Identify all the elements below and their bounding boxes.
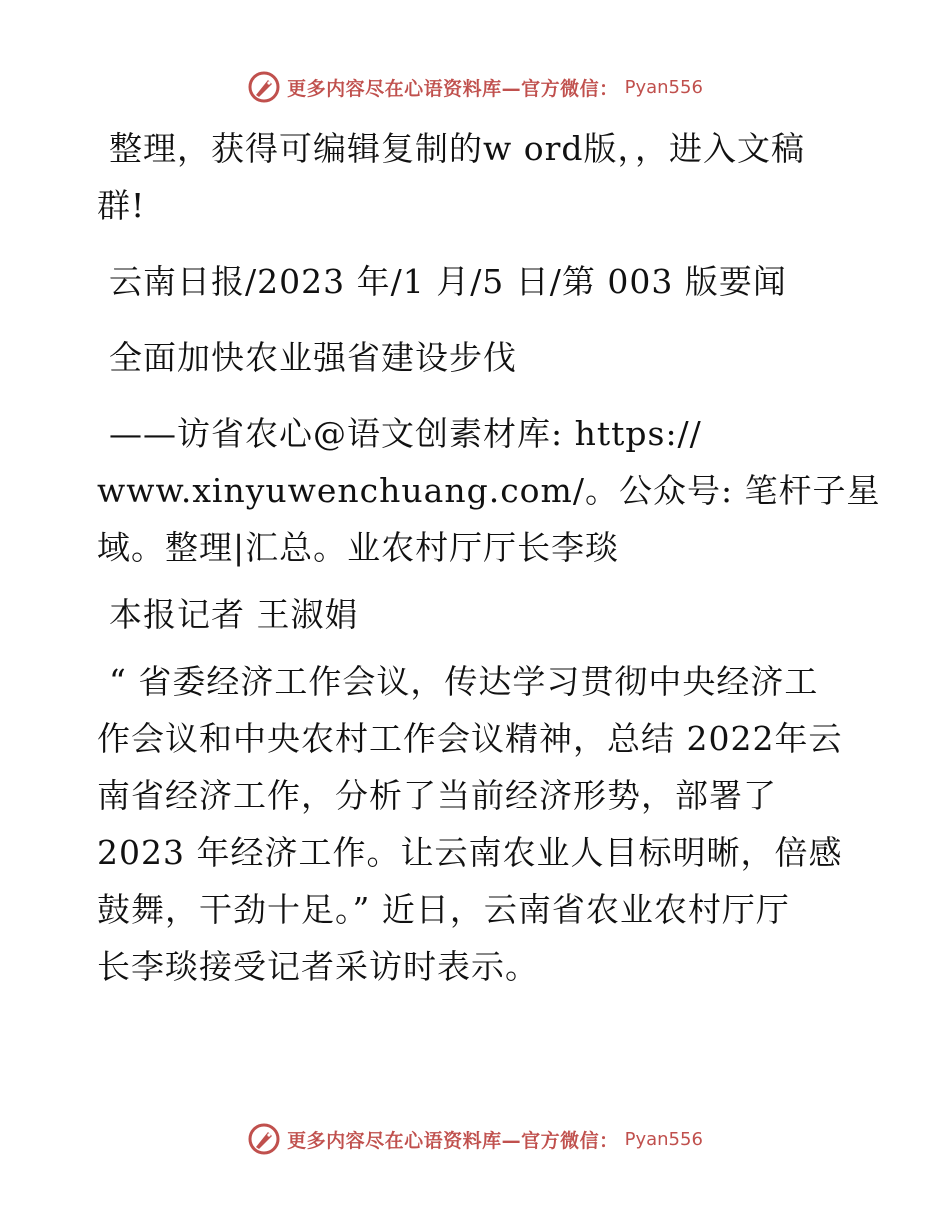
paragraph-line-1: “ 省委经济工作会议，传达学习贯彻中央经济工 — [109, 662, 819, 701]
paragraph-line-6: 长李琰接受记者采访时表示。 — [97, 947, 539, 986]
banner-wechat-id: Pyan556 — [624, 76, 703, 98]
pen-nib-logo-icon — [247, 1122, 281, 1156]
paragraph-line-2: 作会议和中央农村工作会议精神，总结 2022年云 — [97, 719, 843, 758]
paragraph-line-3: 南省经济工作，分析了当前经济形势，部署了 — [97, 776, 777, 815]
intro-line-1: 整理，获得可编辑复制的w ord版，，进入文稿 — [109, 129, 806, 168]
source-line: 云南日报/2023 年/1 月/5 日/第 003 版要闻 — [109, 262, 787, 301]
document-body — [97, 120, 881, 995]
paragraph-line-5: 鼓舞，干劲十足。” 近日，云南省农业农村厅厅 — [97, 890, 790, 929]
byline: 本报记者 王淑娟 — [109, 595, 359, 634]
article-title: 全面加快农业强省建设步伐 — [109, 338, 517, 377]
header-banner — [0, 70, 950, 104]
footer-banner — [0, 1122, 950, 1156]
banner-text: 更多内容尽在心语资料库—官方微信： — [287, 1129, 619, 1152]
intro-line-2: 群! — [97, 186, 146, 225]
subtitle-line-1: ——访省农心@语文创素材库: https:// — [109, 414, 702, 453]
banner-text: 更多内容尽在心语资料库—官方微信： — [287, 77, 619, 100]
subtitle-line-3: 域。整理|汇总。业农村厅厅长李琰 — [97, 528, 620, 567]
banner-wechat-id: Pyan556 — [624, 1128, 703, 1150]
paragraph-line-4: 2023 年经济工作。让云南农业人目标明晰，倍感 — [97, 833, 843, 872]
pen-nib-logo-icon — [247, 70, 281, 104]
subtitle-line-2: www.xinyuwenchuang.com/。公众号: 笔杆子星 — [97, 471, 881, 510]
